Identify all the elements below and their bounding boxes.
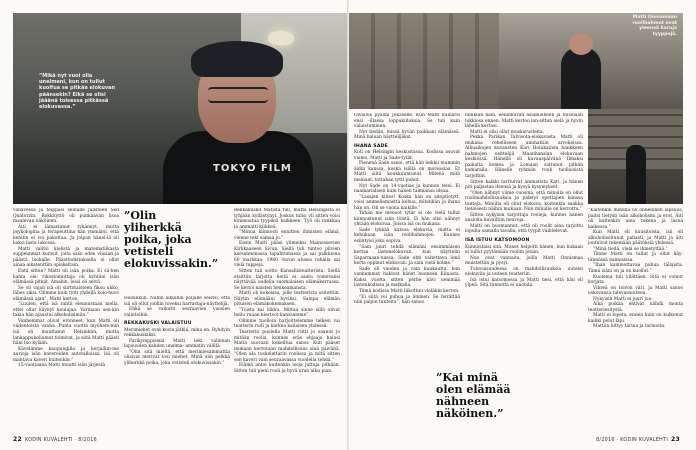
paragraph: Entä sitten? Matti oli isän poika. Ei sii-hen kahta ole: rikostoimittaja oli kyhtäni isän elämässä pitkät. Amakin, lossi oli selvä. — [13, 269, 119, 286]
article-column-5 — [465, 113, 583, 369]
paragraph: ”Ei siitä voi puhua ja ämmen. Se herättää niin paljon tunteita”, hän sanoo. — [354, 294, 460, 306]
footer-label-right: 8/2016 · KODIN KUVALEHTI — [596, 438, 669, 443]
paragraph: Sitten tuli soitto Kansallisteatterista. Siellä etsittiin tarjotta heitä ei saatu toimivaksi näyttävää uudella suomalaisen elämäkerrassa. Se kertoi naisten henkeamansta. — [234, 269, 340, 291]
photo-person-cap — [191, 41, 283, 77]
paragraph: Matti valitsi kielistä ja matematiikasta suppeimmat kurssit, joita saisi oden viisaan ja päästä luokalle. Päästtodistuksella ei ollut ainaa aikatenttiin opiskeltain. — [13, 246, 119, 269]
paragraph: Teatterin puolella Matti riitti jo saanut jo mitään roolia, kunnes eräs ohjaaja halusi Matin suoraan kokeiltua sanoi: Kun pääset mukaan kerrotaan mahdollisuus sinä päivänä, ”Olen ala tuskelettarin roolissa ja mitä sitten sen kaveri vain seuraavassa vuodella tehdä.” — [234, 330, 340, 363]
paragraph: Oivallus pyälmi Jokaselle. Kun Matti kumarsi ensi -illassa loppukiitoksia. Se tuli kuin valaistuminen. — [354, 113, 460, 130]
paragraph: Parikymppisenä Matti teki valinnan lapsuuden kahden unelma- ammatin välillä. — [124, 338, 230, 350]
paragraph: Helsinkiin. Nähin aikuihin poljalle seistsi, että isä oli ollut jonkin toveksi harrastaja-näyttelijä. — [124, 296, 230, 307]
paragraph: ”Sain juuri tehdä elämäni ensimmäisen kertaa lastenelokuvan, kun näyttelin Saparmaan-nassa. Sade ehti valtettava iimä kerta oppinut elokuvan. Ja sain vielä kolme.” — [354, 244, 460, 267]
paragraph: Sitten kaikki tarttuivat ammatista Kari, ja hänen piti paljastaa itsensä ja kysyä kysymykset. — [465, 179, 583, 191]
photo-caption-left: ”Mikä nyt vuoi olla unelmani, kun on tullut kuolfua se pitkäa elokuvan päänsekin? Eikä se olisi jääänä toisessa pitkässä elokuvassa.” — [39, 73, 116, 111]
paragraph: ”Toista kai liikku. Mittaa sinne sillä olivat heilu ruuan kiertoot kanssamme”. — [234, 307, 340, 319]
paragraph: Sitten nykyisin tarjottuja rooleja, kunnes hänen ansioita kuvailtiin neuvoja. — [465, 212, 583, 224]
paragraph: Nyt tiedän, missä hyvän paikkani elämässä. Minä haluan näyttelijäksi. — [354, 129, 460, 141]
paragraph: ”Kaitenkin minulla oli onnellinen lapsuus, paitsi tietysti isän alkoholismi ja erot. Äiti oli kuitenkin aina tukena ja läsnä kaikessa.” — [588, 208, 683, 230]
pull-quote-right: ”Kai minä olen elämää nähneen näköinen.” — [436, 371, 511, 420]
paragraph: 15-vuotiaana Matti muutti isän järjestä — [18, 363, 106, 369]
paragraph: Isä istui katsomossa ja Matti tiesi, että hän oli ylpeä. Sitä tunnetta ei unohda. — [465, 277, 583, 289]
paragraph: Tulevaisuudessa on mahdollisuuksia uuteen elokuviin ja uuteen teatteriin. — [465, 266, 583, 278]
paragraph: Äiti ei lämastanut tykännyt, mutta psykologina ja terapeuttina hän ymmärsi, että kehitin ei voi pakottaa. Ja jolpan hänel-lä oli kaksi lasta lukossa. — [13, 224, 119, 247]
paragraph: Pienenä Sade sanoi, että hän leikkii mummin äidin kanssa, koska isällä on moreasiaa. Et Matti siitä koukkuuntunut. Mitenä mitä meinaat, tottahan tytti puhut. — [354, 161, 460, 184]
paragraph: Merimiehet ovat kovia jätkiä, mina en. Ryhdyin rekkakuskiksi. — [124, 327, 230, 339]
street-photo — [349, 13, 683, 109]
paragraph: ”Minä tiedä, vielä se ihmetyttää.” — [593, 246, 668, 252]
walking-photo — [588, 109, 683, 204]
article-column-1 — [13, 208, 119, 432]
lamp-shape — [268, 31, 294, 45]
paragraph: ”Ihan kammottavaa puhua tällaista. Tämä isäni on ja on kuollut.” — [588, 263, 683, 275]
paragraph: Vihreä on toivon väri, ja Matti sanoo uskovansa tulevaisuuteen. — [588, 285, 683, 297]
photo-walker-head — [569, 33, 593, 55]
photo-walker-body — [561, 47, 601, 109]
paragraph: ”Minua kiinnosti ennitten ihmisten elämä, vienne teki samaa jo.” — [234, 230, 340, 241]
paragraph: ”Olin sitä mieltä, että merimiesammattia olisivat merivät tosi miehet. Minä olin pelkkä yliherkkä poika, joka vetisteli elokuvissakin.” — [124, 349, 230, 367]
page-number-left: 22 — [13, 436, 22, 443]
paragraph: Kiinnostaisi sitä. Monet helpotti hänen, kun kukaan ei tullut pyytämään rooliin jotain. — [465, 244, 583, 256]
paragraph: Kävelimme kaupungilla ja kerjailim-me aurioja isän kavereiden autotalloissa. Isä oli mahtava kaveri kuitenkin.” — [13, 346, 119, 363]
paragraph: Matti ei lopeta, ennen kuin on kulkenut kaikki polut läpi. — [588, 313, 683, 324]
paragraph: Sade tykkää katsoa elokuvia, mutta ei kehukaan isän roolihahmojen. Kunnes esiintyisi joku sopiva. — [354, 227, 460, 245]
paragraph: Tänne Matti on tullut ja ollut käy-tännössä naimisissa. — [588, 252, 683, 263]
photo-walker — [626, 145, 646, 204]
footer-right — [596, 436, 683, 443]
paragraph: Matti oli kokeissa, jolle teatterista soitettiin. Näytin elämääni hyviksi. Sainpa elämän pituisen elämäkokemuksen. — [234, 291, 340, 308]
paragraph: Tähän me menoot tytär ei ole vielä tullut kiinnostunut isän töistä. Ei hän olisi nähnyt yhtään elokuvaa. Joissa isä on mukana. — [354, 211, 460, 228]
paragraph: Nykyisin Matti ei juuri juo. — [593, 296, 653, 302]
photo-facade — [349, 13, 499, 109]
paragraph: Koti on Helsingin keskustassa. Kodissa asuvat vaimo, Matti ja Sade-tytär. — [354, 150, 460, 161]
paragraph: Sade oli vauden ja vain kuukautta, kun vanhemmat hakivat hänet huoneen Kiinasta. Kaksi vuotta sitten perhe kävi nemmää lastenkodissa ja matkalla. — [354, 266, 460, 289]
paragraph: Ehkä se vaikutti seuraavien vuosien valintoihin. — [124, 307, 230, 318]
article-column-3 — [234, 208, 340, 432]
page-number-right: 23 — [671, 436, 680, 443]
paragraph: Se oli vajan isä oli siirtotaisteen fiksu ukko, lähes siksi. Olimme kuin tytti yhdellä kolo-huvo elämässä ajan”, Matti kertoo. — [13, 285, 119, 302]
paragraph: Mattiin liittyy tarina ja tarinoita. — [593, 324, 666, 330]
article-column-4b — [354, 113, 460, 432]
paragraph: Rekkakuskit Matista tuli, mutta Helsingistä ei tyhjään kyllästynyt. Joskus tulisi yli sitten voisi kimmoatua tyypiksi kaikkeen. Työ oli rankkaa ja ammatti kiihkeä. — [234, 208, 340, 230]
paragraph: Olimme tuolloin harjoittelemme telkesi vai teatterin rudi ja karkea kailaisen yhdessä. — [234, 318, 340, 330]
paragraph: Kun Matti oli kuusitoista, isä oli alkoholisoitunut pahasti, ja Matti ja äiti joutuivat tekemään päätöksiä yhdessä. — [588, 230, 683, 247]
section-heading: IHANA SADE — [354, 143, 388, 149]
paragraph: Matti on huomannut, että oli roolit aina tarjottu lopulta samalla tavalla, että tyypit vaihtelevat. — [465, 223, 583, 235]
paragraph: ”Lasajen kiitos! Koska hän on adoptiotytt, voisi ammellemastta kehua, mitenhän ja ihana hän on. Oli se vuona kaikille.” — [354, 194, 460, 211]
section-heading: ISÄ ISTUU KATSOMOON — [465, 238, 530, 244]
paragraph: Nuo ovat vannaita, joilla Matti Onnismaa muistettiin ja pysyi. — [465, 255, 583, 267]
paragraph: Vanhemmat olivat eronneet, kun Matti oli viidentoista vanha. Punta vuotta myöhem-min isä oli muuttanut Helsinkiin, mutta lankappukeliumut toimivat, ja siitä Matti päästi häni luo kylään. — [13, 318, 119, 347]
paragraph: Elämä antoi kuitenkin isoja juttuja pitkään. Sitten tuli pieni rooli ja hyvä uran alku pian. — [234, 363, 340, 374]
pull-quote-left: ”Olin yliherkkä poika, joka vetisteli elokuvissakin.” — [124, 209, 219, 270]
footer-left — [13, 436, 97, 443]
portrait-photo — [13, 13, 347, 204]
shirt-print: TOKYO FILM — [213, 163, 292, 174]
paragraph: ”Luulen, että isä tuntii elennustaan mella, ettei ollut käynyt koulujaa. Varmaan sen-kin takia hän ajaustui alkoholisimiin.” — [13, 302, 119, 319]
section-heading: REKKAKUSKI VALAISTUU — [124, 321, 192, 327]
paragraph: Tämä kodissa Matti liikuttuu vieläkin kerron. — [359, 288, 460, 294]
paragraph: Pekka Parikan Talvisota-elokuvasta Matti oli mukana rehelliseen ammattiin arvokeissa. Alkuaikojen kuvausten Kari Hotakainen hankkeen hahmojen esittelijä Maanhanslan elokuvaan keskiössä. Hänellä oli kuvauspäivänä Ilmaksi paikalta komea ja Lomaan sattunut pitkän kamaralla. Hänelle ryhmän rooli tuollaisista tarjottiin. — [465, 135, 583, 180]
article-column-7 — [588, 208, 683, 432]
paragraph: niinkuin näin, eeliinkuvan asiamieheen ja toisinaan lukkiosa ennen. Matti kertoo lan-sitten sielä ja hyvin lähellä kertasi. — [465, 113, 583, 130]
article-column-2 — [124, 296, 230, 432]
footer-label-left: KODIN KUVALEHTI · 8/2016 — [24, 438, 97, 443]
paragraph: Nyt Sade on 14-vuotias ja kunnon teini. Ei naamarialisen kuin hänen taimiansa ideaa. — [354, 183, 460, 195]
paragraph: Matti ei olisi ollut muskarusteita. — [470, 129, 545, 135]
paragraph: Ensin Matti pääsi ylimeiksi Mainossevien Kirkkaaseen Sivun. Siellä tuli tuntoo pilvien karsanmmassa tapahtumassa ja sai palkkiona 60 markkaa. 1980 -luvun alussa rahalla sai vielä tuppeja. — [234, 241, 340, 269]
paragraph: Kuolema tuli yllättäen. Sitä ei voinut korjata. — [588, 274, 683, 286]
photo-caption-right: Matti Onnismaan roolihahmot ovat yleensä karuja tyyppejä. — [632, 15, 677, 37]
paragraph: Aika poikaa ehtivät nähdä monta teatteriesitystä. — [588, 302, 683, 313]
paragraph: ”Olen nähnyt viime vuosina, että minulla on ollut roolimahdollisuuksia ja pidetyt opettajien kanssa tunteja. Minulla oli ollut elokuva, kuitenkin saakka tietoisesti näihin mukaan. Niin minulle on kerrottu.” — [465, 190, 583, 213]
photo-person-glasses — [208, 87, 268, 103]
paragraph: vanavessa ja teippasi seinälle julisteen Sed Quatorzin. Rokkityttö oli punkaavan lisoa maalevan näköinen. — [13, 208, 119, 225]
